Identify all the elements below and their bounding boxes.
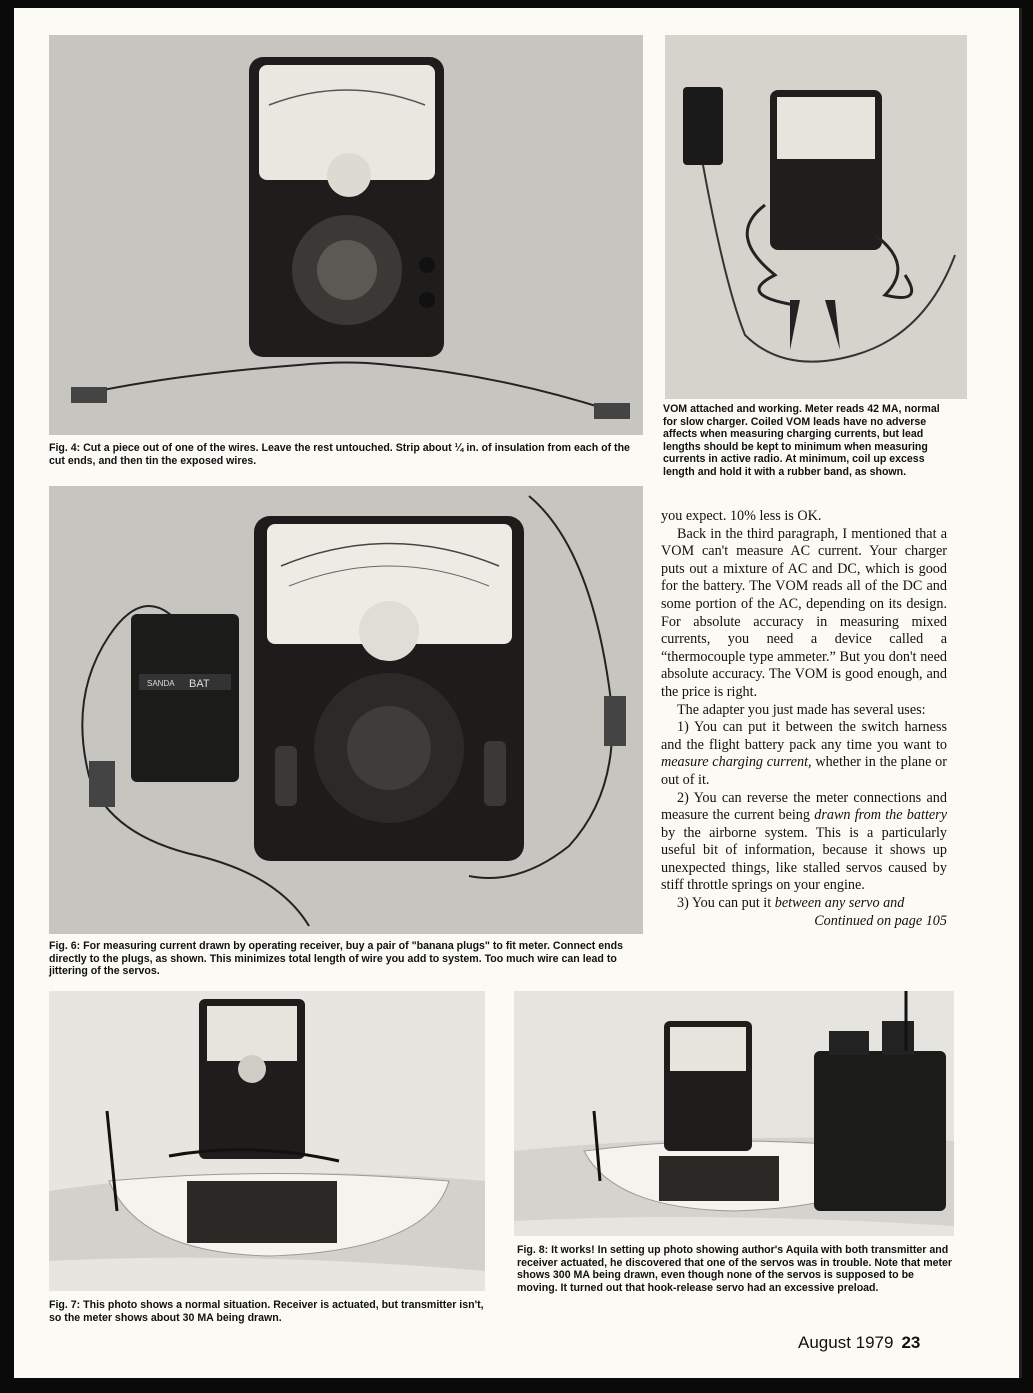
continued-note: Continued on page 105 <box>814 912 947 929</box>
p6-emphasis: between any servo and <box>774 895 905 912</box>
vom-caption: VOM attached and working. Meter reads 42 MA, normal for slow charger. Coiled VOM leads have no adverse affects when measuring charging currents, but lead lengths should be kept to minimum when measuring currents in active radio. At minimum, coil up excess length and hold it with a rubber band, as shown. <box>663 403 940 478</box>
magazine-page <box>14 8 1022 1378</box>
fig6-photo <box>49 486 643 934</box>
fig4-photo <box>49 35 643 435</box>
body-paragraph-5 <box>661 790 947 896</box>
fig7-photo <box>49 991 485 1291</box>
page-number: 23 <box>901 1333 921 1352</box>
issue-date: August 1979 <box>798 1333 894 1352</box>
p4-text-pre: 1) You can put it between the switch harness and the flight battery pack any time you want to <box>661 719 947 753</box>
article-body <box>661 508 947 930</box>
p5-text-pre: 2) You can reverse the meter connections and measure the current being <box>661 789 947 824</box>
p4-text-post: whether in the plane or out of it. <box>661 754 947 788</box>
p5-emphasis: drawn from the battery <box>814 807 947 824</box>
body-paragraph-6 <box>661 895 947 913</box>
fig6-caption: Fig. 6: For measuring current drawn by operating receiver, buy a pair of "banana plugs" to fit meter. Connect ends directly to the plugs, as shown. This minimizes total length of wire you add to system. Too much wire can lead to jittering of the servos. <box>49 940 623 978</box>
battery-label-text: BAT <box>189 678 210 690</box>
page-footer <box>798 1333 920 1353</box>
battery-brand-text: SANDA <box>147 679 175 688</box>
fig8-caption: Fig. 8: It works! In setting up photo showing author's Aquila with both transmitter and receiver actuated, he discovered that one of the servos was in trouble. Note that meter shows 300 MA being drawn, even though none of the servos is supposed to be moving. It turned out that hook-release servo had an excessive preload. <box>517 1244 953 1294</box>
fig8-photo <box>514 991 954 1236</box>
p5-text-post: by the airborne system. This is a particularly useful bit of information, because it shows up unexpected things, like stalled servos caused by stiff throttle springs on your engine. <box>661 824 947 894</box>
p6-text-pre: 3) You can put it <box>677 895 775 912</box>
body-paragraph-4 <box>661 719 947 789</box>
vom-charger-photo <box>665 35 967 399</box>
body-paragraph-1: you expect. 10% less is OK. <box>661 508 822 524</box>
body-paragraph-3: The adapter you just made has several uses: <box>677 701 926 718</box>
fig7-caption: Fig. 7: This photo shows a normal situation. Receiver is actuated, but transmitter isn't, so the meter shows about 30 MA being drawn. <box>49 1299 484 1324</box>
body-paragraph-2: Back in the third paragraph, I mentioned that a VOM can't measure AC current. Your charger puts out a mixture of AC and DC, which is good for the battery. The VOM reads all of the DC and some portion of the AC, depending on its design. For absolute accuracy in measuring mixed currents, you need a device called a “thermocouple type ammeter.” But you don't need absolute accuracy. The VOM is good enough, and the price is right. <box>661 525 947 700</box>
p4-emphasis: measure charging current, <box>661 754 812 771</box>
fig4-caption: Fig. 4: Cut a piece out of one of the wires. Leave the rest untouched. Strip about ¼ in. of insulation from each of the cut ends, and then tin the exposed wires. <box>49 442 630 467</box>
